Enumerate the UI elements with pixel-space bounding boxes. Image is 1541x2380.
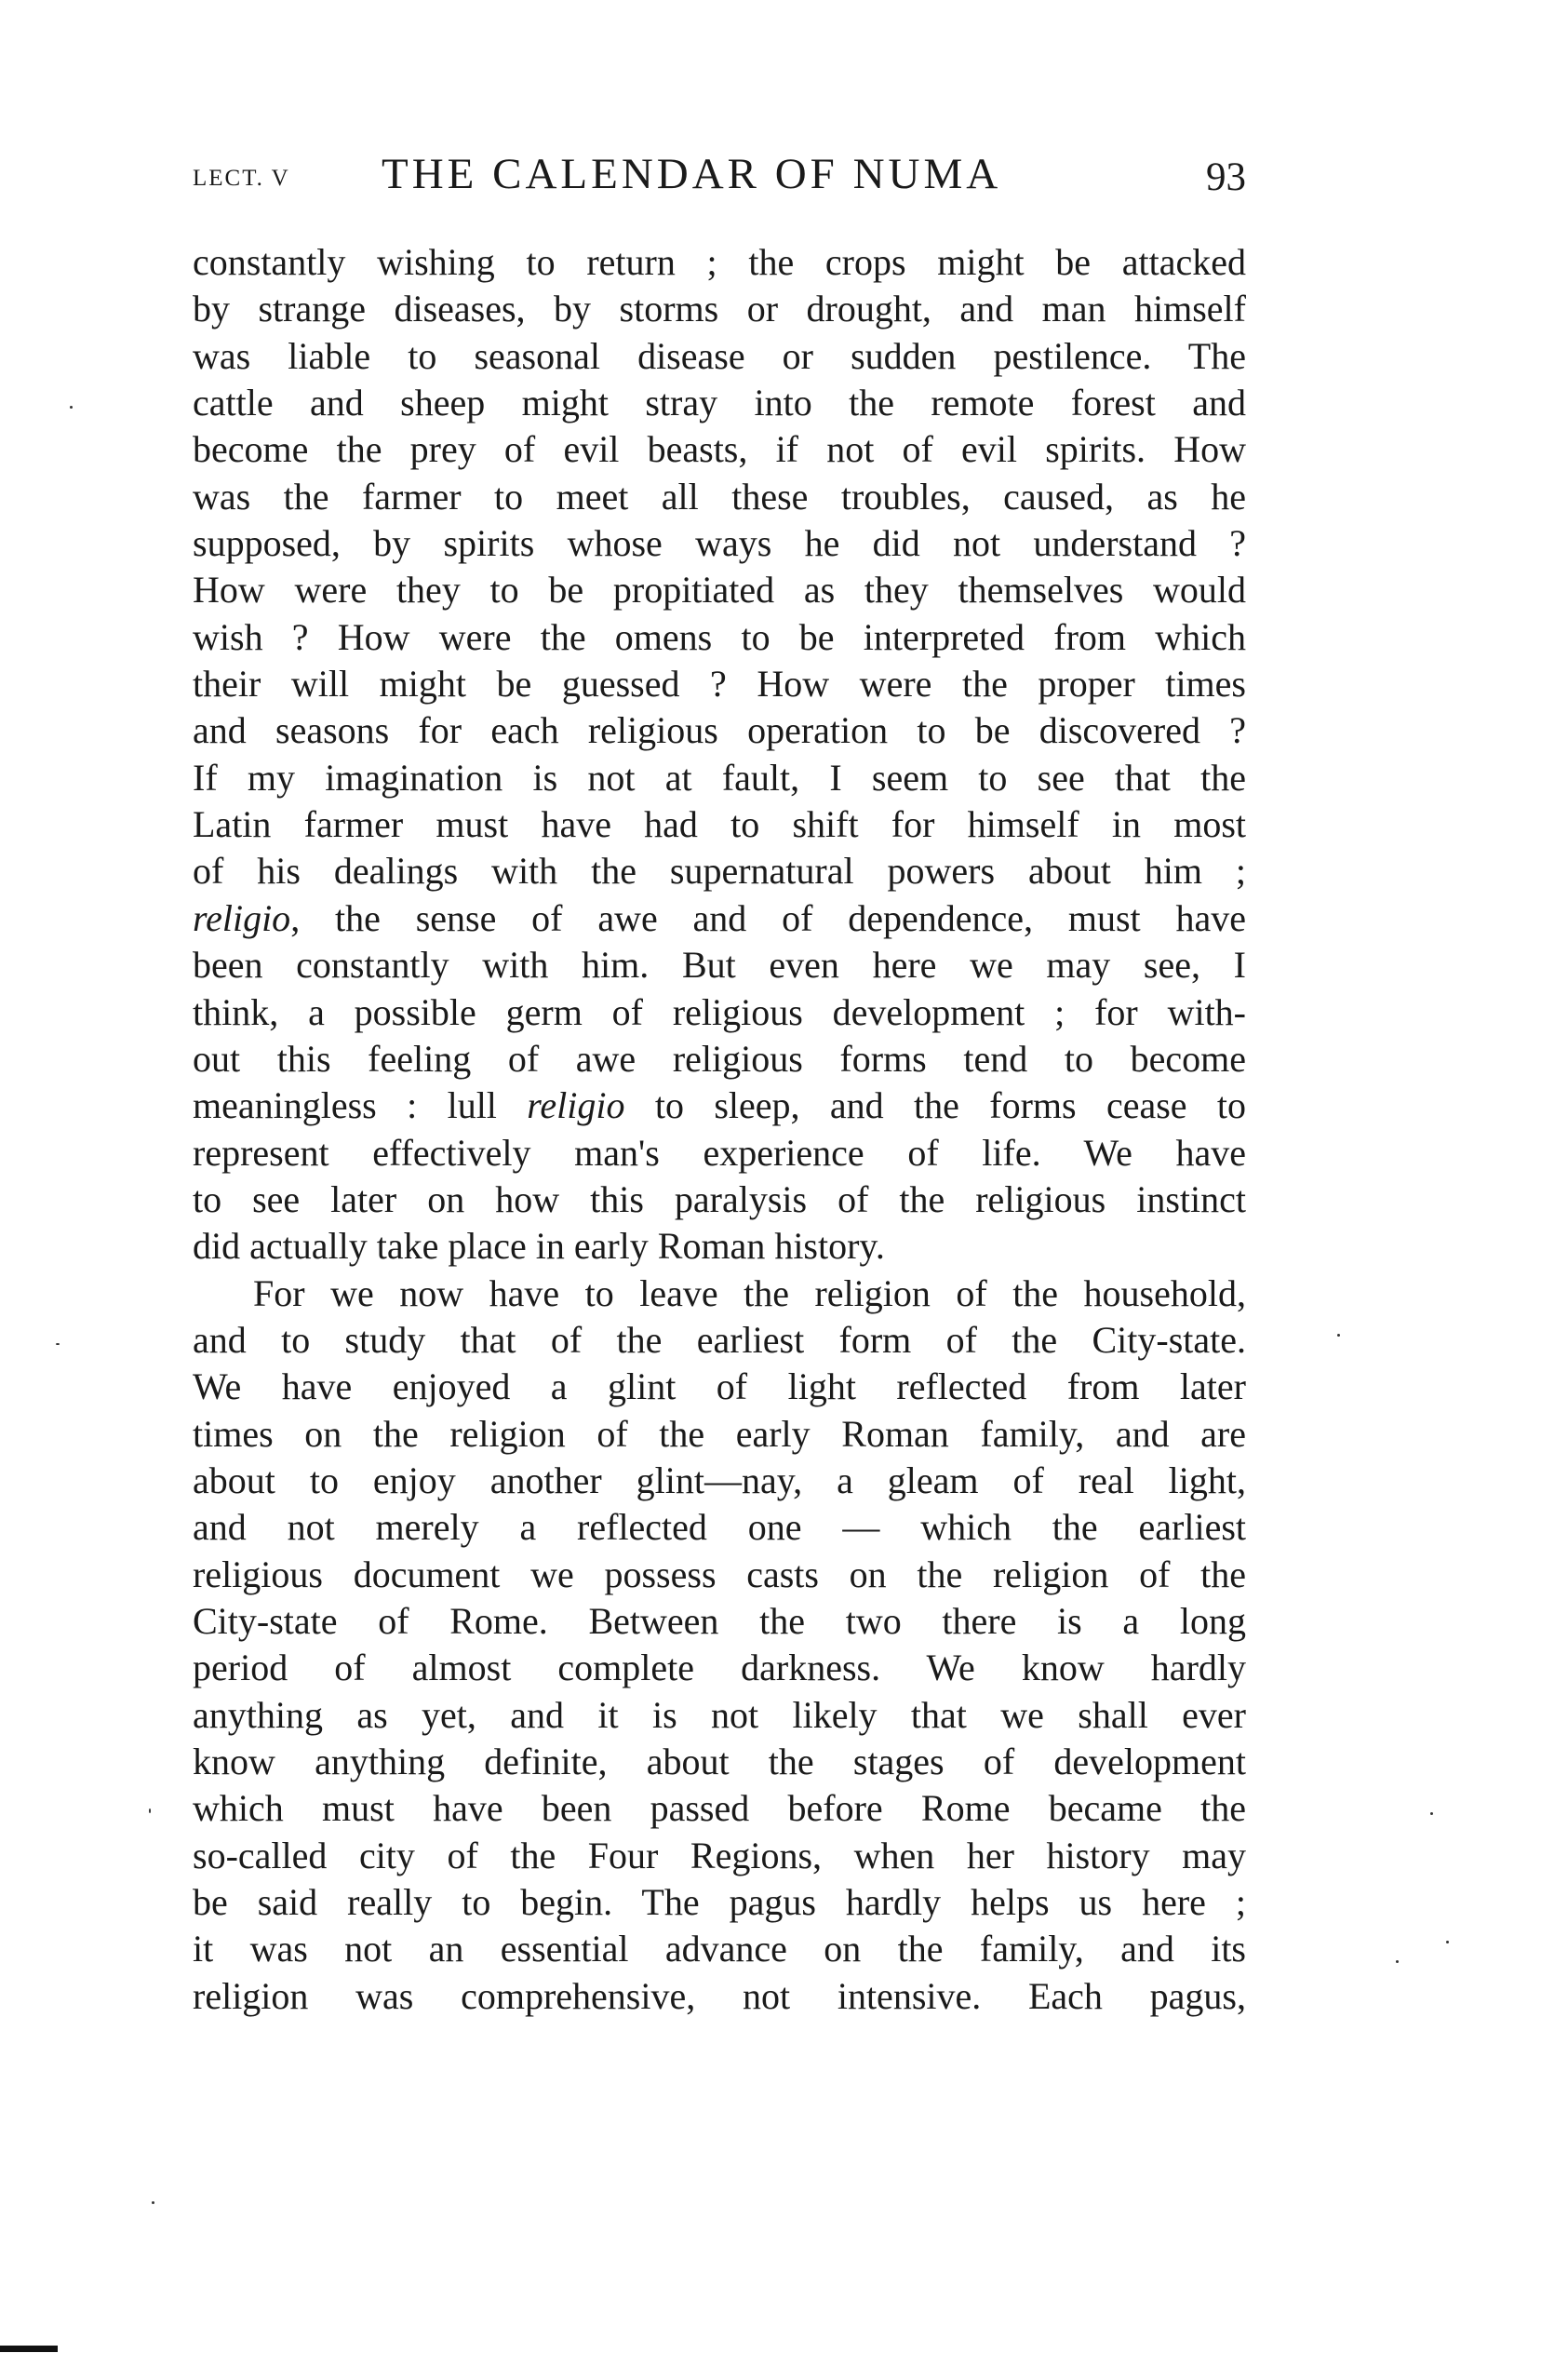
text-segment: of his dealings with the supernatural powers about him ; — [193, 850, 1246, 893]
text-line — [193, 1973, 1246, 2020]
scan-speck — [1430, 1812, 1433, 1815]
text-line — [193, 1317, 1246, 1364]
text-segment: supposed, by spirits whose ways he did not understand ? — [193, 522, 1246, 565]
text-line — [193, 755, 1246, 801]
text-segment: did actually take place in early Roman history. — [193, 1225, 885, 1268]
text-line — [193, 1223, 1246, 1270]
text-segment: , the sense of awe and of dependence, must have — [290, 896, 1246, 939]
page-title: THE CALENDAR OF NUMA — [382, 150, 1002, 198]
scan-edge-mark — [0, 2346, 58, 2352]
scan-speck — [56, 1343, 60, 1345]
text-segment: about to enjoy another glint—nay, a gleam of real light, — [193, 1459, 1246, 1501]
text-segment: and not merely a reflected one — which the earliest — [193, 1506, 1246, 1549]
text-segment: We have enjoyed a glint of light reflected from later — [193, 1365, 1246, 1408]
text-line — [193, 1504, 1246, 1551]
page-number: 93 — [1206, 155, 1246, 199]
text-line — [193, 1926, 1246, 1972]
italic-text: religio — [527, 1084, 625, 1127]
scan-speck — [1446, 1941, 1449, 1943]
text-segment: become the prey of evil beasts, if not of evil spirits. How — [193, 428, 1246, 471]
text-line — [193, 1598, 1246, 1645]
text-segment: wish ? How were the omens to be interpreted from which — [193, 615, 1246, 658]
text-segment: cattle and sheep might stray into the remote forest and — [193, 382, 1246, 424]
text-segment: been constantly with him. But even here we may see, I — [193, 944, 1246, 987]
text-line — [193, 1645, 1246, 1691]
scan-speck — [149, 1809, 151, 1813]
text-segment: to sleep, and the forms cease to — [624, 1084, 1247, 1127]
text-segment: Latin farmer must have had to shift for himself in most — [193, 803, 1246, 846]
text-segment: times on the religion of the early Roman family, and are — [193, 1412, 1246, 1455]
text-line — [193, 1411, 1246, 1458]
text-segment: If my imagination is not at fault, I seem to see that the — [193, 756, 1246, 799]
text-segment: religion was comprehensive, not intensive. Each pagus, — [193, 1974, 1246, 2017]
text-line — [193, 1364, 1246, 1410]
text-line — [193, 286, 1246, 332]
text-segment: so-called city of the Four Regions, when her history may — [193, 1834, 1246, 1876]
text-segment: by strange diseases, by storms or drought, and man himself — [193, 288, 1246, 330]
text-line — [193, 1739, 1246, 1785]
scan-speck — [1396, 1960, 1399, 1963]
text-segment: was the farmer to meet all these troubles, caused, as he — [193, 475, 1246, 518]
text-line — [193, 380, 1246, 426]
text-segment: constantly wishing to return ; the crops might be attacked — [193, 241, 1246, 283]
text-line — [193, 1785, 1246, 1832]
text-line — [193, 520, 1246, 567]
text-segment: represent effectively man's experience of life. We have — [193, 1131, 1246, 1174]
body-text — [193, 239, 1246, 2020]
text-segment: City-state of Rome. Between the two there is a long — [193, 1599, 1246, 1642]
text-line — [193, 661, 1246, 707]
text-segment: and to study that of the earliest form of the City-state. — [193, 1318, 1246, 1361]
text-line — [193, 1458, 1246, 1504]
text-segment: be said really to begin. The pagus hardly helps us here ; — [193, 1881, 1246, 1924]
italic-text: religio — [193, 896, 291, 939]
text-line — [193, 333, 1246, 380]
text-line — [193, 1552, 1246, 1598]
text-line — [193, 1271, 1246, 1317]
text-line — [193, 1879, 1246, 1926]
text-line — [193, 895, 1246, 942]
text-segment: to see later on how this paralysis of the religious instinct — [193, 1177, 1246, 1220]
text-segment: out this feeling of awe religious forms tend to become — [193, 1037, 1246, 1080]
text-line — [193, 707, 1246, 754]
text-line — [193, 426, 1246, 473]
text-line — [193, 474, 1246, 520]
text-line — [193, 1036, 1246, 1082]
lecture-label: LECT. V — [193, 166, 290, 191]
text-segment: meaningless : lull — [193, 1084, 528, 1127]
text-segment: was liable to seasonal disease or sudden pestilence. The — [193, 334, 1246, 377]
scan-speck — [70, 406, 73, 409]
text-line — [193, 1692, 1246, 1739]
text-segment: How were they to be propitiated as they themselves would — [193, 569, 1246, 612]
text-line — [193, 567, 1246, 613]
text-line — [193, 848, 1246, 894]
text-segment: their will might be guessed ? How were the proper times — [193, 663, 1246, 706]
text-segment: For we now have to leave the religion of the household, — [253, 1271, 1246, 1314]
text-line — [193, 239, 1246, 286]
text-line — [193, 1833, 1246, 1879]
text-line — [193, 989, 1246, 1036]
text-line — [193, 801, 1246, 848]
text-line — [193, 1130, 1246, 1177]
text-line — [193, 1177, 1246, 1223]
text-segment: it was not an essential advance on the family, and its — [193, 1928, 1246, 1970]
text-line — [193, 614, 1246, 661]
text-segment: anything as yet, and it is not likely that we shall ever — [193, 1693, 1246, 1736]
running-head — [193, 149, 1246, 214]
text-segment: religious document we possess casts on the religion of the — [193, 1553, 1246, 1595]
text-segment: think, a possible germ of religious development ; for with- — [193, 990, 1246, 1033]
text-segment: and seasons for each religious operation to be discovered ? — [193, 709, 1246, 752]
scan-speck — [152, 2201, 154, 2204]
text-segment: period of almost complete darkness. We know hardly — [193, 1647, 1246, 1689]
text-line — [193, 942, 1246, 988]
text-segment: know anything definite, about the stages of development — [193, 1741, 1246, 1782]
scan-speck — [1337, 1334, 1340, 1337]
text-line — [193, 1082, 1246, 1129]
text-segment: which must have been passed before Rome became the — [193, 1787, 1246, 1830]
